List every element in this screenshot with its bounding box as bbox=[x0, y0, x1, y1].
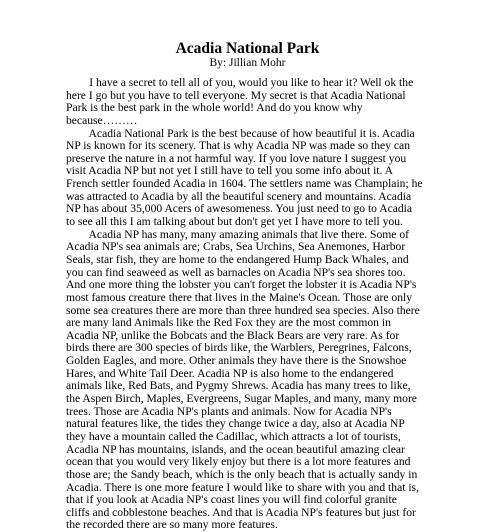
document-title: Acadia National Park bbox=[175, 40, 320, 57]
essay-line: Acadia NP has many, many amazing animals that live there. Some of bbox=[66, 227, 409, 241]
essay-line: Park is the best park in the whole world! And do you know why bbox=[66, 101, 363, 115]
essay-line: Acadia NP has mountains, islands, and the ocean beautiful amazing clear bbox=[66, 442, 405, 456]
essay-line: I have a secret to tell all of you, would you like to hear it? Well ok the bbox=[66, 76, 414, 89]
essay-line: some sea creatures there are more than three hundred sea species. Also there bbox=[66, 303, 420, 317]
essay-line: here I go but you have to tell everyone. My secret is that Acadia National bbox=[66, 88, 406, 102]
essay-line: Seals, star fish, they are home to the endangered Hump Back Whales, and bbox=[66, 252, 409, 266]
essay-line: Acadia NP, unlike the Bobcats and the Black Bears are very rare. As for bbox=[66, 328, 400, 342]
essay-line: NP is known for its scenery. That is why Acadia NP was made so they can bbox=[66, 139, 410, 153]
essay-line: those are; the Sandy beach, which is the only beach that is actually sandy in bbox=[66, 467, 418, 481]
essay-line: Acadia NP's sea animals are; Crabs, Sea Urchins, Sea Anemones, Harbor bbox=[66, 240, 406, 254]
essay-line: because……… bbox=[66, 113, 138, 127]
essay-line: are many land Animals like the Red Fox they are the most common in bbox=[66, 316, 391, 330]
essay-line: you can find seaweed as well as barnacles on Acadia NP's sea shores too. bbox=[66, 265, 406, 279]
essay-line: ocean that you would very likely enjoy but there is a lot more features and bbox=[66, 455, 411, 469]
essay-line: to see all this I am talking about but don't get yet I have more to tell you. bbox=[66, 215, 403, 229]
essay-line: cliffs and cobblestone beaches. And that is Acadia NP's features but just for bbox=[66, 505, 416, 519]
essay-line: Acadia National Park is the best because of how beautiful it is. Acadia bbox=[66, 126, 415, 140]
essay-line: the Aspen Birch, Maples, Evergreens, Sugar Maples, and many, many more bbox=[66, 392, 417, 406]
essay-line: Hares, and White Tail Deer. Acadia NP is also home to the endangered bbox=[66, 366, 394, 380]
essay-line: natural features like, the tides they change twice a day, also at Acadia NP bbox=[66, 417, 405, 431]
essay-line: Golden Eagles, and more. Other animals they have there is the Snowshoe bbox=[66, 354, 407, 368]
essay-line: And one more thing the lobster you can't forget the lobster it is Acadia NP's bbox=[66, 278, 417, 292]
essay-line: preserve the nature in a not harmful way. If you love nature I suggest you bbox=[66, 151, 407, 165]
essay-line: animals like, Red Bats, and Pygmy Shrews. Acadia has many trees to like, bbox=[66, 379, 411, 393]
essay-line: French settler founded Acadia in 1604. The settlers name was Champlain; he bbox=[66, 177, 423, 191]
essay-line: most famous creature there that lives in the Maine's Ocean. Those are only bbox=[66, 290, 413, 304]
author-byline: By: Jillian Mohr bbox=[209, 57, 286, 69]
essay-line: they have a mountain called the Cadillac, which attracts a lot of tourists, bbox=[66, 429, 401, 443]
essay-line: visit Acadia NP but not yet I still have to tell you some info about it. A bbox=[66, 164, 394, 178]
essay-line: trees. Those are Acadia NP's plants and animals. Now for Acadia NP's bbox=[66, 404, 392, 418]
essay-body bbox=[66, 77, 446, 532]
essay-line: was attracted to Acadia by all the beautiful scenery and mountains. Acadia bbox=[66, 189, 412, 203]
essay-line: Acadia. There is one more feature I would like to share with you and that is, bbox=[66, 480, 419, 494]
essay-line: that if you look at Acadia NP's coast lines you will find colorful granite bbox=[66, 493, 397, 507]
essay-line: the recorded there are so many more features. bbox=[66, 518, 278, 532]
essay-line: NP has about 35,000 Acers of awesomeness. You just need to go to Acadia bbox=[66, 202, 413, 216]
essay-line: birds there are 300 species of birds like, the Warblers, Peregrines, Falcons, bbox=[66, 341, 412, 355]
